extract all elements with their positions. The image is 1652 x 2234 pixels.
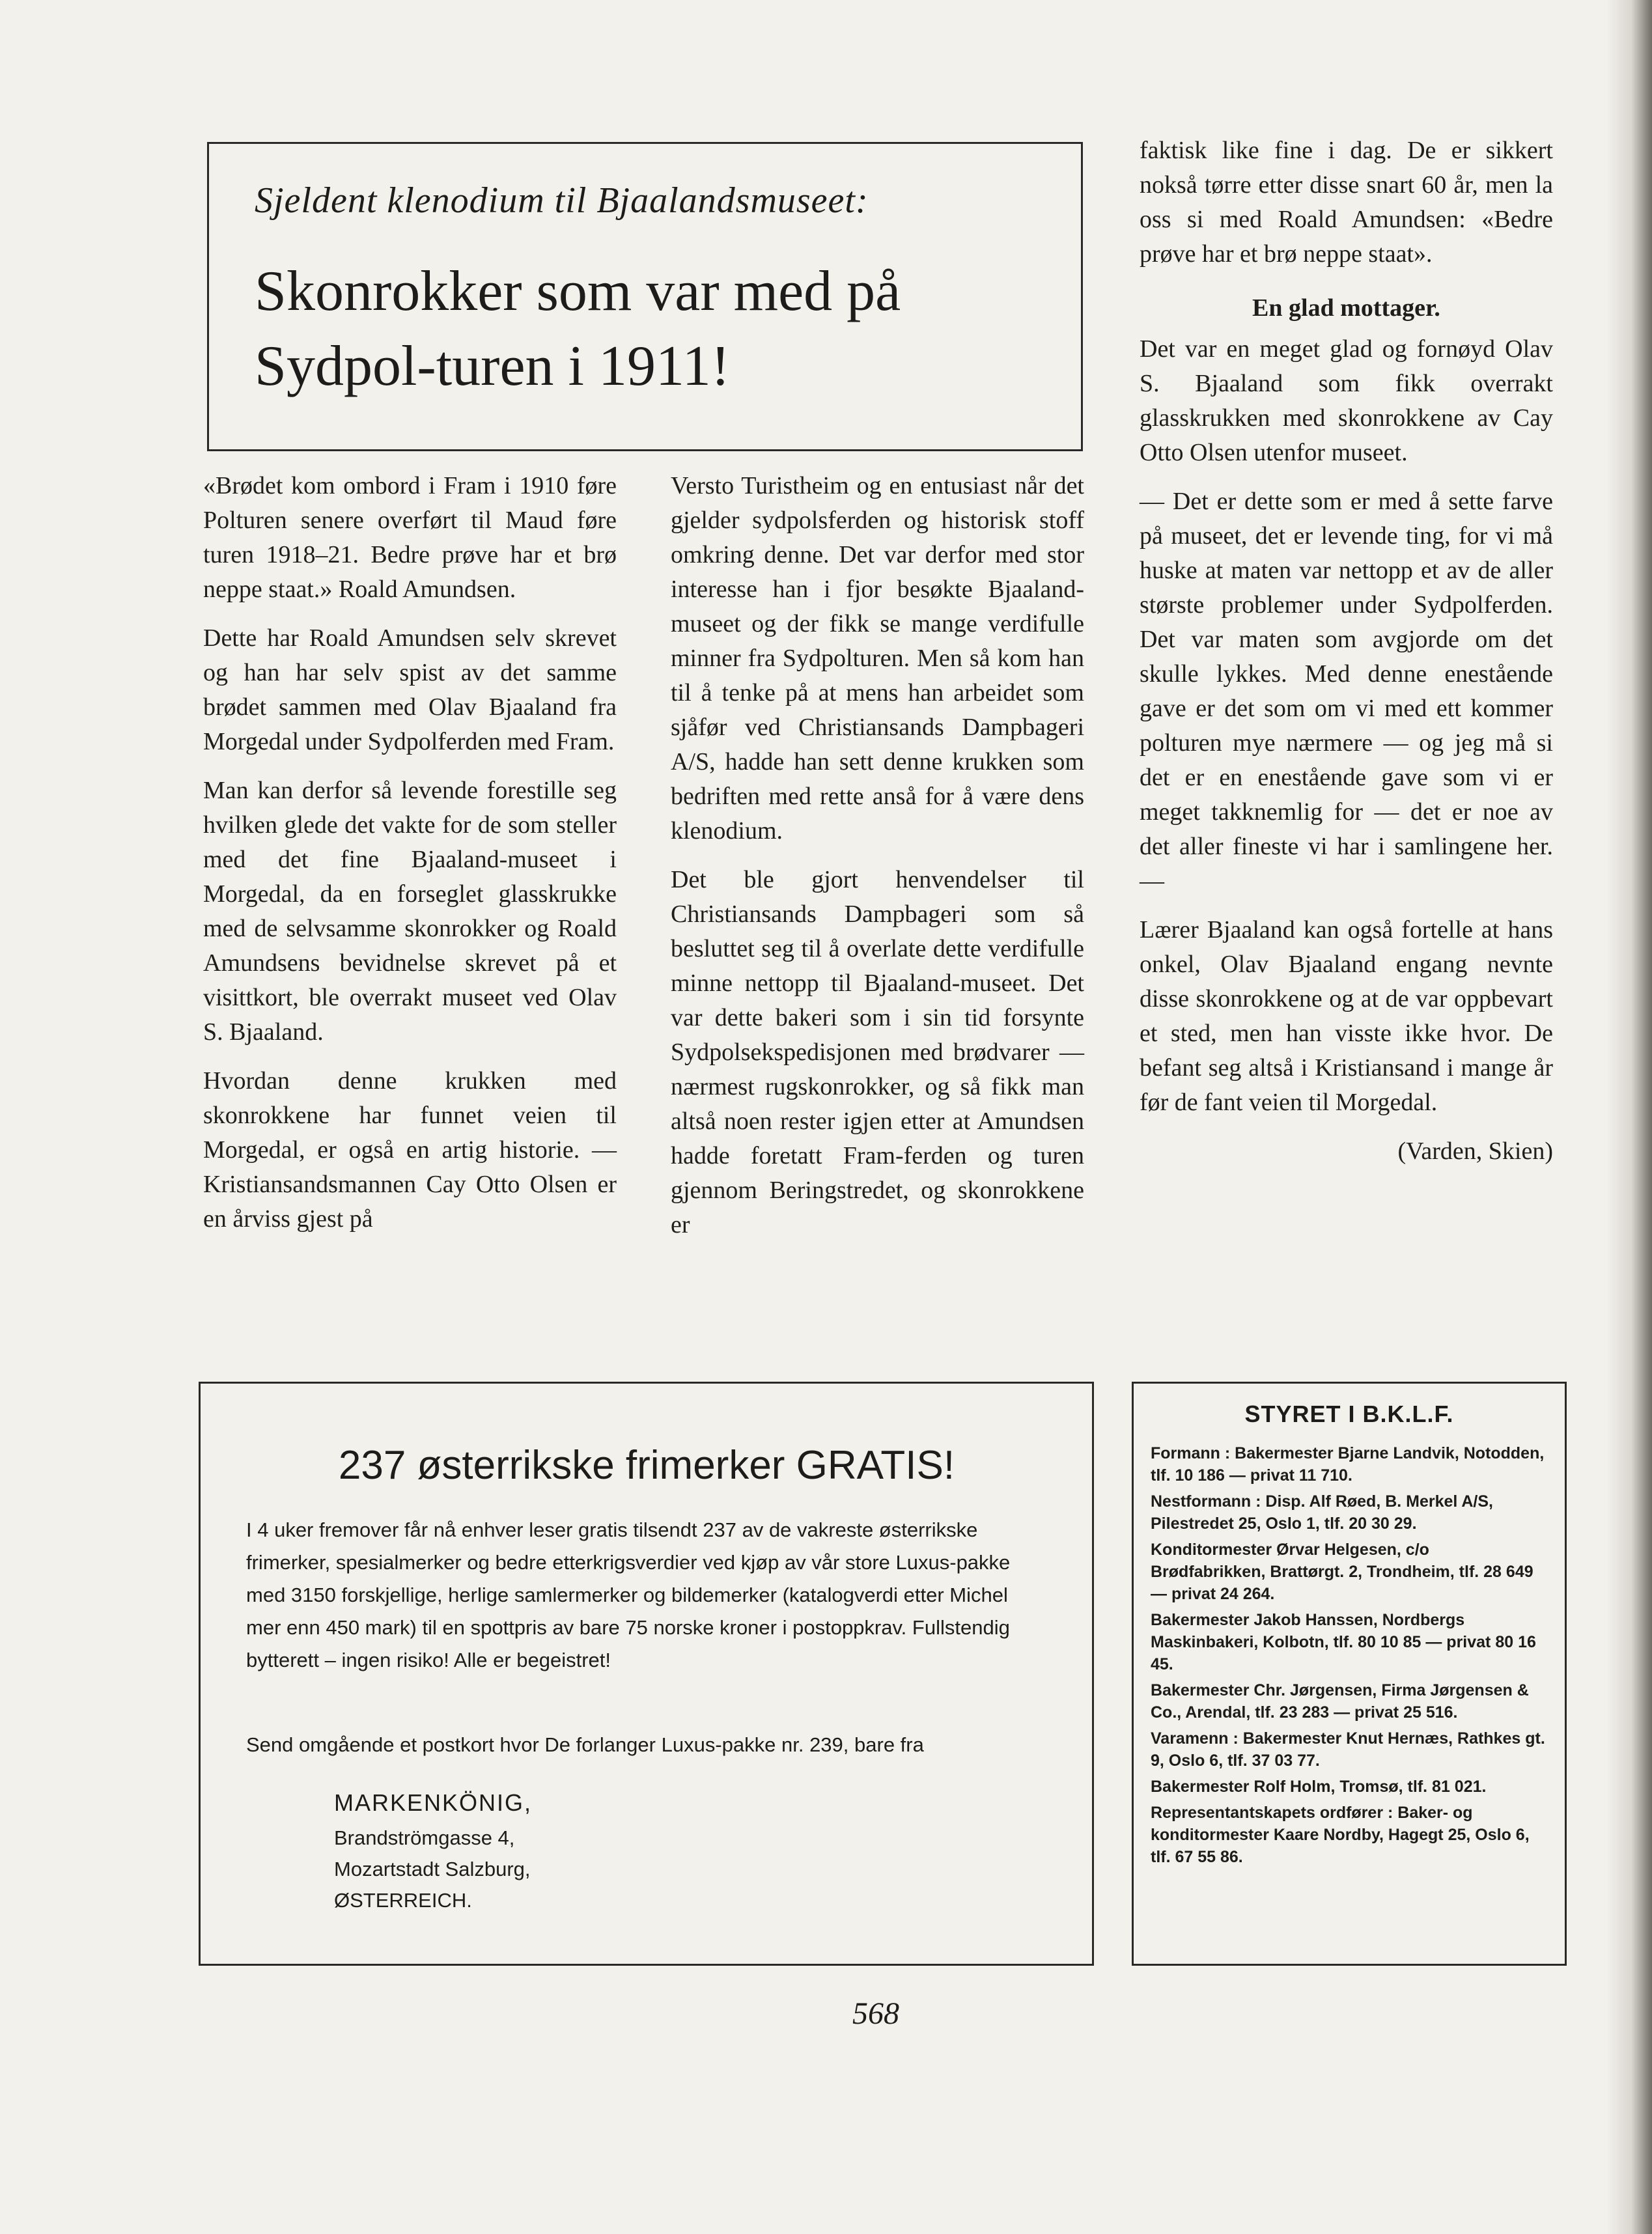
article-column-3: [1140, 133, 1553, 1169]
stamp-ad-address-line: Mozartstadt Salzburg,: [334, 1858, 531, 1880]
stamp-ad-body: I 4 uker fremover får nå enhver leser gratis tilsendt 237 av de vakreste østerrikske frimerker, spesialmerker og bedre etterkrigsverdier ved kjøp av vår store Luxus-pakke med 3150 forskjellige, herlige samlermerker og bildemerker (katalogverdi etter Michel mer enn 450 mark) til en spottpris av bare 75 norske kroner i postoppkrav. Fullstendig bytterett – ingen risiko! Alle er begeistret!: [246, 1518, 1011, 1671]
col3-paragraph: — Det er dette som er med å sette farve på museet, det er levende ting, for vi må huske at maten var nettopp et av de aller største problemer under Sydpolferden. Det var maten som avgjorde om det skulle lykkes. Med denne enestående gave er det som om vi med ett kommer polturen mye nærmere — og jeg må si det er en enestående gave som vi er meget takknemlig for — det er noe av det aller fineste vi har i samlingene her. —: [1140, 488, 1553, 895]
stamp-ad-title: 237 østerrikske frimerker GRATIS!: [338, 1443, 955, 1488]
col2-paragraph: Det ble gjort henvendelser til Christiansands Dampbageri som så besluttet seg til å overlate dette verdifulle minne nettopp til Bjaaland-museet. Det var dette bakeri som i sin tid forsynte Sydpolsekspedisjonen med brødvarer — nærmest rugskonrokker, og så fikk man altså noen rester igjen etter at Amundsen hadde foretatt Fram-ferden og turen gjennom Beringstredet, og skonrokkene er: [671, 866, 1084, 1238]
styret-entry: Bakermester Rolf Holm, Tromsø, tlf. 81 021.: [1151, 1778, 1487, 1796]
col3-subheading: En glad mottager.: [1252, 294, 1440, 322]
styret-entry: Bakermester Chr. Jørgensen, Firma Jørgensen & Co., Arendal, tlf. 23 283 — privat 25 516.: [1151, 1681, 1529, 1722]
article-column-2: [671, 469, 1084, 1257]
col3-paragraph: faktisk like fine i dag. De er sikkert nokså tørre etter disse snart 60 år, men la oss si med Roald Amundsen: «Bedre prøve har et brø neppe staat».: [1140, 137, 1553, 268]
stamp-ad-company: MARKENKÖNIG,: [334, 1789, 533, 1816]
stamp-ad-send: Send omgående et postkort hvor De forlanger Luxus-pakke nr. 239, bare fra: [246, 1733, 924, 1756]
headline-box: [207, 142, 1083, 451]
article-headline-line1: Skonrokker som var med på: [255, 260, 901, 323]
page-edge-shadow: [1606, 0, 1652, 2234]
article-signature: (Varden, Skien): [1397, 1138, 1553, 1165]
styret-entry: Konditormester Ørvar Helgesen, c/o Brødfabrikken, Brattørgt. 2, Trondheim, tlf. 28 649 — privat 24 264.: [1151, 1541, 1533, 1603]
article-headline-line2: Sydpol-turen i 1911!: [255, 335, 730, 398]
stamp-ad-box: [199, 1382, 1094, 1966]
col2-paragraph: Versto Turistheim og en entusiast når det gjelder sydpolsferden og historisk stoff omkring denne. Det var derfor med stor interesse han i fjor besøkte Bjaaland-museet og der fikk se mange verdifulle minner fra Sydpolturen. Men så kom han til å tenke på at mens han arbeidet som sjåfør ved Christiansands Dampbageri A/S, hadde han sett denne krukken som bedriften med rette anså for å være dens klenodium.: [671, 472, 1084, 845]
styret-entry: Representantskapets ordfører : Baker- og konditormester Kaare Nordby, Hagegt 25, Oslo 6, tlf. 67 55 86.: [1151, 1804, 1530, 1866]
article-column-1: [203, 469, 617, 1251]
stamp-ad-address-line: ØSTERREICH.: [334, 1889, 472, 1912]
styret-title: STYRET I B.K.L.F.: [1244, 1401, 1454, 1427]
styret-entry: Varamenn : Bakermester Knut Hernæs, Rathkes gt. 9, Oslo 6, tlf. 37 03 77.: [1151, 1729, 1545, 1770]
stamp-ad-address-block: [334, 1787, 790, 1916]
styret-box: [1132, 1382, 1567, 1966]
stamp-ad-address-line: Brandströmgasse 4,: [334, 1826, 515, 1849]
col1-paragraph: Dette har Roald Amundsen selv skrevet og han har selv spist av det samme brødet sammen med Olav Bjaaland fra Morgedal under Sydpolferden med Fram.: [203, 624, 617, 755]
page-number: 568: [852, 1996, 899, 2031]
col3-paragraph: Det var en meget glad og fornøyd Olav S. Bjaaland som fikk overrakt glasskrukken med skonrokkene av Cay Otto Olsen utenfor museet.: [1140, 335, 1553, 466]
col1-paragraph: «Brødet kom ombord i Fram i 1910 føre Polturen senere overført til Maud føre turen 1918–21. Bedre prøve har et brø neppe staat.» Roald Amundsen.: [203, 472, 617, 603]
styret-entry: Nestformann : Disp. Alf Røed, B. Merkel A/S, Pilestredet 25, Oslo 1, tlf. 20 30 29.: [1151, 1492, 1494, 1533]
col1-paragraph: Man kan derfor så levende forestille seg hvilken glede det vakte for de som steller med det fine Bjaaland-museet i Morgedal, da en forseglet glasskrukke med de selvsamme skonrokker og Roald Amundsens bevidnelse skrevet på et visittkort, ble overrakt museet ved Olav S. Bjaaland.: [203, 777, 617, 1046]
col1-paragraph: Hvordan denne krukken med skonrokkene har funnet veien til Morgedal, er også en artig historie. — Kristiansandsmannen Cay Otto Olsen er en årviss gjest på: [203, 1067, 617, 1233]
article-kicker: Sjeldent klenodium til Bjaalandsmuseet:: [255, 180, 869, 221]
styret-entry: Formann : Bakermester Bjarne Landvik, Notodden, tlf. 10 186 — privat 11 710.: [1151, 1444, 1545, 1485]
styret-entry: Bakermester Jakob Hanssen, Nordbergs Maskinbakeri, Kolbotn, tlf. 80 10 85 — privat 80 16 45.: [1151, 1611, 1536, 1673]
col3-paragraph: Lærer Bjaaland kan også fortelle at hans onkel, Olav Bjaaland engang nevnte disse skonrokkene og at de var oppbevart et sted, men han visste ikke hvor. De befant seg altså i Kristiansand i mange år før de fant veien til Morgedal.: [1140, 916, 1553, 1116]
